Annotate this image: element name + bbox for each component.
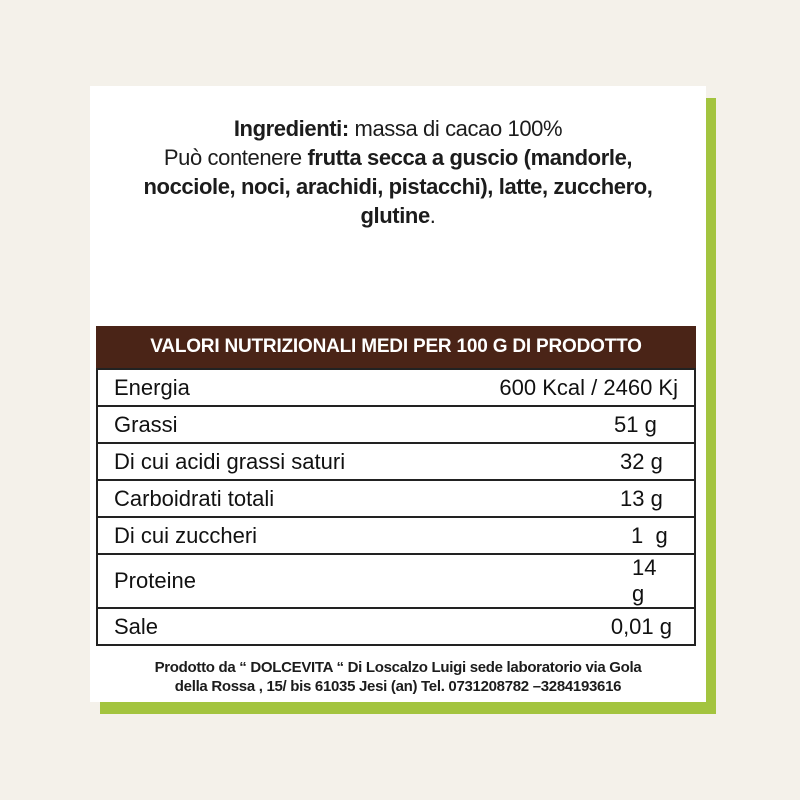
producer-line-2: della Rossa , 15/ bis 61035 Jesi (an) Tel. 0731208782 –3284193616 xyxy=(174,678,622,695)
ingredients-line-1 xyxy=(90,114,706,143)
ingredients-block xyxy=(90,114,706,230)
row-label-saturi: Di cui acidi grassi saturi xyxy=(97,443,414,480)
ingredients-text: massa di cacao 100% xyxy=(348,116,563,141)
may-contain-prefix: Può contenere xyxy=(163,145,308,170)
nutrition-table-header: VALORI NUTRIZIONALI MEDI PER 100 G DI PRODOTTO xyxy=(96,326,696,368)
table-row xyxy=(97,480,695,517)
nutrition-table xyxy=(96,368,696,646)
table-row xyxy=(97,554,695,608)
allergens-list: frutta secca a guscio (mandorle, nocciole, noci, arachidi, pistacchi), latte, zucchero, glutine xyxy=(143,145,653,228)
row-value-carboidrati: 13 g xyxy=(414,480,695,517)
row-value-sale: 0,01 g xyxy=(414,608,695,645)
label-card xyxy=(90,86,706,702)
producer-line-1: Prodotto da “ DOLCEVITA “ Di Loscalzo Luigi sede laboratorio via Gola xyxy=(154,659,642,676)
row-label-sale: Sale xyxy=(97,608,414,645)
row-value-saturi: 32 g xyxy=(414,443,695,480)
row-label-energia: Energia xyxy=(97,369,414,406)
row-label-zuccheri: Di cui zuccheri xyxy=(97,517,414,554)
allergen-statement xyxy=(90,143,706,230)
row-label-proteine: Proteine xyxy=(97,554,414,608)
allergens-end: . xyxy=(429,203,436,228)
table-row xyxy=(97,406,695,443)
row-label-carboidrati: Carboidrati totali xyxy=(97,480,414,517)
table-row xyxy=(97,443,695,480)
producer-info xyxy=(90,658,706,696)
row-label-grassi: Grassi xyxy=(97,406,414,443)
row-value-proteine: 14 g xyxy=(414,554,695,608)
table-row xyxy=(97,369,695,406)
row-value-energia: 600 Kcal / 2460 Kj xyxy=(414,369,695,406)
row-value-zuccheri: 1 g xyxy=(414,517,695,554)
ingredients-label: Ingredienti: xyxy=(233,116,349,141)
row-value-grassi: 51 g xyxy=(414,406,695,443)
table-row xyxy=(97,608,695,645)
table-row xyxy=(97,517,695,554)
